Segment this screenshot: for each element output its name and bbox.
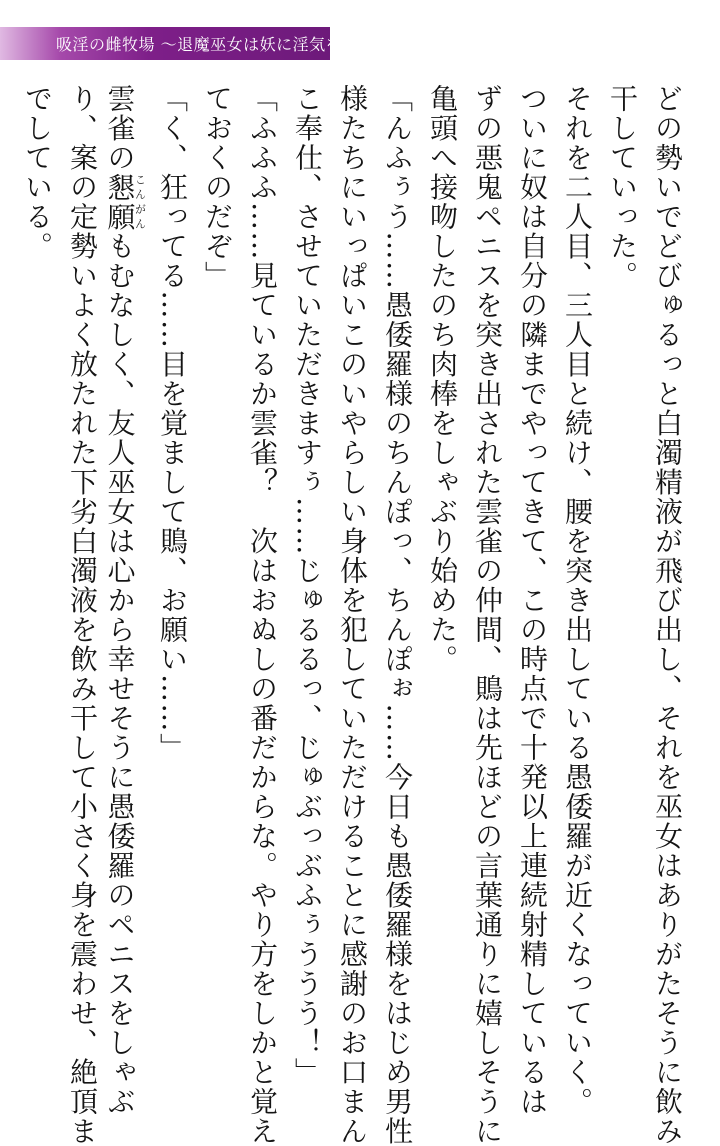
text-column: それを二人目、三人目と続け、腰を突き出している愚倭羅が近くなっていく。: [561, 84, 594, 1117]
text-column: 亀頭へ接吻したのち肉棒をしゃぶり始めた。: [426, 84, 459, 674]
text-column: 「く、狂ってる……目を覚まして鵙、お願い……」: [156, 84, 189, 763]
text-column-with-ruby: [103, 84, 147, 1117]
text-column: どの勢いでどびゅるっと白濁精液が飛び出し、それを巫女はありがたそうに飲み: [651, 84, 684, 1146]
book-title: 吸淫の雌牧場 〜退魔巫女は妖に淫気を捧ぐ〜: [56, 35, 392, 54]
text-column: 「ふふふ……見ているか雲雀？ 次はおぬしの番だからな。やり方をしかと覚え: [246, 84, 279, 1146]
text-column: 様たちにいっぱいこのいやらしい身体を犯していただけることに感謝のお口まん: [336, 84, 369, 1146]
text-column: 干していった。: [606, 84, 639, 291]
header-bar: [0, 27, 392, 60]
ruby-annotation: 懇願こんがん: [103, 172, 147, 232]
vertical-text-body: [21, 84, 686, 1146]
text-column: 「んふぅう……愚倭羅様のちんぽっ、ちんぽぉ……今日も愚倭羅様をはじめ男性: [381, 84, 414, 1146]
text-column: こ奉仕、させていただきますぅ……じゅるるっ、じゅぶっぶふぅううう！」: [291, 84, 324, 1087]
text-segment: 雲雀の: [103, 84, 137, 173]
text-column: り、案の定勢いよく放たれた下劣白濁液を飲み干して小さく身を震わせ、絶頂ま: [66, 84, 99, 1146]
text-segment: もむなしく、友人巫女は心から幸せそうに愚倭羅のペニスをしゃぶ: [103, 231, 137, 1117]
text-column: でしている。: [21, 84, 54, 261]
text-column: ておくのだぞ」: [201, 84, 234, 291]
text-column: ずの悪鬼ペニスを突き出された雲雀の仲間、鵙は先ほどの言葉通りに嬉しそうに: [471, 84, 504, 1146]
ruby-reading: こんがん: [133, 172, 147, 232]
text-column: ついに奴は自分の隣までやってきて、この時点で十発以上連続射精しているは: [516, 84, 549, 1117]
